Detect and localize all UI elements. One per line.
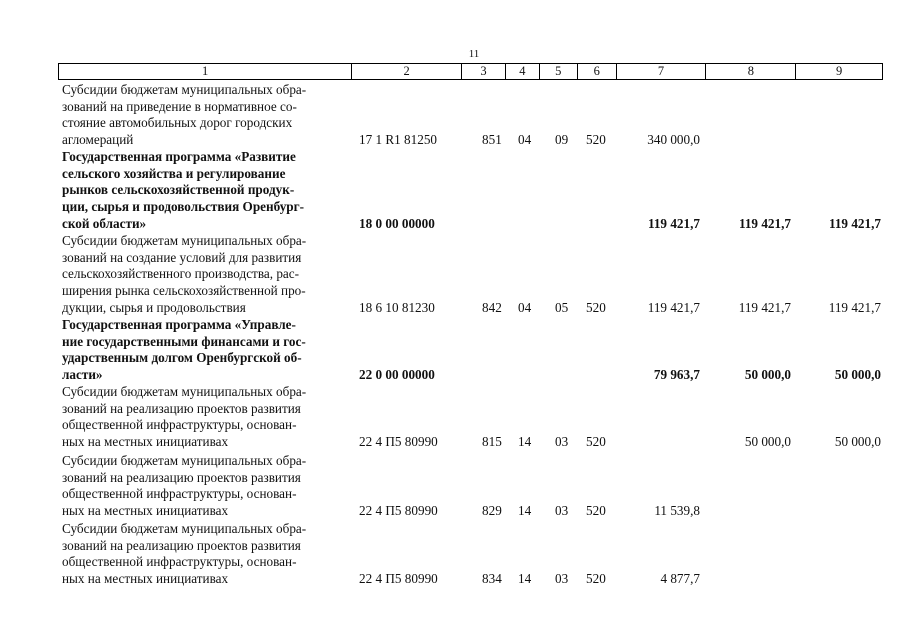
row-sum-col7: 4 877,7 (660, 571, 700, 586)
row-grbs: 815 (482, 434, 502, 449)
row-sum-col8: 119 421,7 (738, 300, 791, 315)
row-subsection: 03 (555, 503, 569, 518)
row-section: 04 (518, 300, 532, 315)
header-col-7: 7 (616, 64, 706, 79)
row-description: Субсидии бюджетам муниципальных обра- зований на реализацию проектов развития общественной инфраструктуры, основан- ных на местных инициативах (62, 521, 307, 587)
row-description: Субсидии бюджетам муниципальных обра- зований на приведение в нормативное со- стояние автомобильных дорог городских агломераций (62, 82, 307, 148)
row-code: 22 4 П5 80990 (359, 434, 438, 449)
row-sum-col9: 119 421,7 (828, 300, 881, 315)
row-sum-col7: 340 000,0 (647, 132, 700, 147)
row-expense-type: 520 (586, 300, 606, 315)
row-section: 14 (518, 571, 532, 586)
row-subsection: 05 (555, 300, 569, 315)
row-description: Субсидии бюджетам муниципальных обра- зований на создание условий для развития сельскохозяйственного производства, рас- ширения рынка сельскохозяйственной про- дукции, сырья и продовольствия (62, 233, 307, 315)
row-sum-col9: 119 421,7 (828, 216, 881, 231)
row-subsection: 03 (555, 571, 569, 586)
row-subsection: 09 (555, 132, 569, 147)
row-sum-col8: 119 421,7 (738, 216, 791, 231)
row-expense-type: 520 (586, 434, 606, 449)
row-sum-col7: 119 421,7 (647, 300, 700, 315)
row-sum-col7: 79 963,7 (653, 367, 700, 382)
row-grbs: 851 (482, 132, 502, 147)
header-col-8: 8 (705, 64, 795, 79)
row-grbs: 829 (482, 503, 502, 518)
row-grbs: 842 (482, 300, 502, 315)
header-col-6: 6 (577, 64, 616, 79)
row-section: 14 (518, 503, 532, 518)
row-grbs: 834 (482, 571, 502, 586)
row-expense-type: 520 (586, 132, 606, 147)
row-description: Государственная программа «Управле- ние государственными финансами и гос- ударственным долгом Оренбургской об- ласти» (62, 317, 306, 383)
header-col-4: 4 (505, 64, 539, 79)
row-expense-type: 520 (586, 503, 606, 518)
row-code: 17 1 R1 81250 (359, 132, 438, 147)
row-code: 18 6 10 81230 (359, 300, 435, 315)
header-col-5: 5 (539, 64, 577, 79)
row-sum-col9: 50 000,0 (834, 434, 881, 449)
row-sum-col8: 50 000,0 (744, 367, 791, 382)
row-sum-col9: 50 000,0 (834, 367, 881, 382)
row-subsection: 03 (555, 434, 569, 449)
row-code: 22 4 П5 80990 (359, 503, 438, 518)
row-sum-col7: 11 539,8 (654, 503, 700, 518)
table-header (58, 63, 883, 80)
header-col-3: 3 (461, 64, 505, 79)
header-col-9: 9 (795, 64, 882, 79)
header-col-1: 1 (202, 64, 209, 78)
row-section: 04 (518, 132, 532, 147)
row-description: Субсидии бюджетам муниципальных обра- зований на реализацию проектов развития общественной инфраструктуры, основан- ных на местных инициативах (62, 384, 307, 450)
header-col-2: 2 (351, 64, 461, 79)
row-code: 22 0 00 00000 (359, 367, 435, 382)
row-expense-type: 520 (586, 571, 606, 586)
row-sum-col8: 50 000,0 (744, 434, 791, 449)
row-sum-col7: 119 421,7 (647, 216, 700, 231)
row-code: 18 0 00 00000 (359, 216, 435, 231)
page-number: 11 (468, 48, 480, 60)
row-description: Субсидии бюджетам муниципальных обра- зований на реализацию проектов развития общественной инфраструктуры, основан- ных на местных инициативах (62, 453, 307, 519)
row-description: Государственная программа «Развитие сельского хозяйства и регулирование рынков сельскохозяйственной продук- ции, сырья и продовольствия Оренбург- ской области» (62, 149, 305, 231)
row-code: 22 4 П5 80990 (359, 571, 438, 586)
row-section: 14 (518, 434, 532, 449)
